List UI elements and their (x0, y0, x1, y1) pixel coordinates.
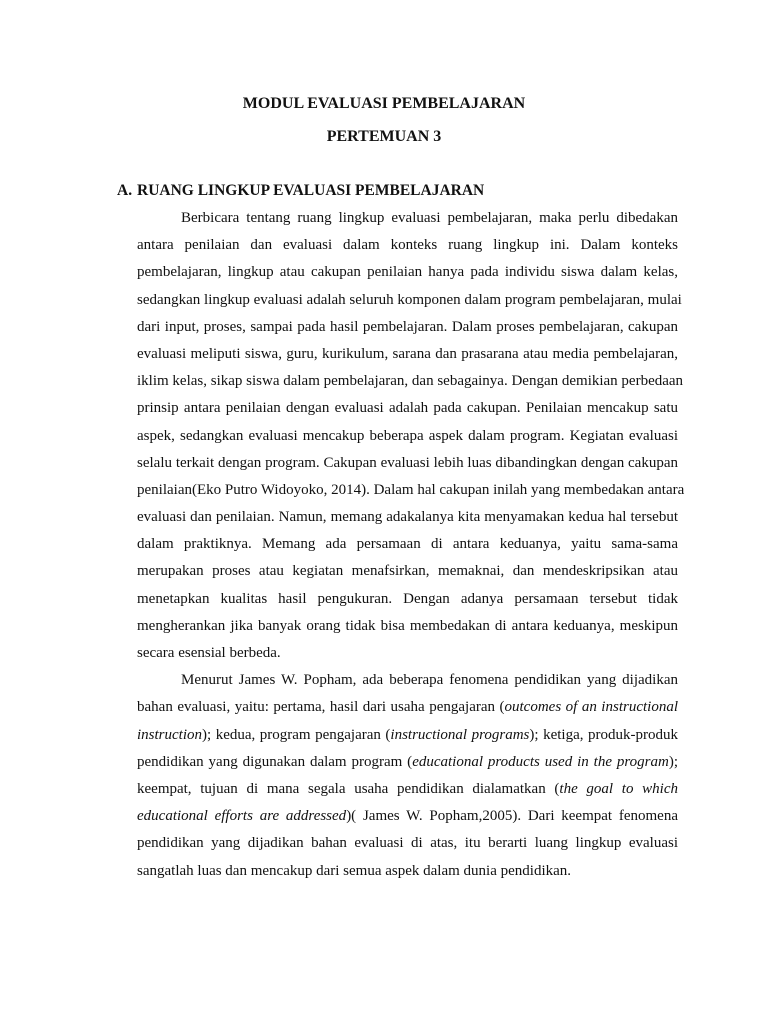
english-term: educational efforts are addressed (137, 808, 347, 825)
paragraph-1-line: iklim kelas, sikap siswa dalam pembelajaran, dan sebagainya. Dengan demikian perbedaan (137, 373, 684, 390)
paragraph-1-line: aspek, sedangkan evaluasi mencakup beberapa aspek dalam program. Kegiatan evaluasi (137, 427, 678, 444)
paragraph-2-line: pendidikan yang dijadikan bahan evaluasi di atas, itu berarti luang lingkup evaluasi (137, 835, 678, 852)
paragraph-1-line: antara penilaian dan evaluasi dalam konteks ruang lingkup ini. Dalam konteks (137, 237, 678, 254)
paragraph-2-line (137, 749, 678, 776)
body-text (137, 205, 685, 885)
paragraph-2-line (137, 722, 678, 749)
paragraph-2-text: ); ketiga, produk-produk (529, 726, 678, 743)
paragraph-1-line: dari input, proses, sampai pada hasil pembelajaran. Dalam proses pembelajaran, cakupan (137, 318, 678, 335)
english-term: instruction (137, 726, 203, 743)
document-subtitle: PERTEMUAN 3 (326, 128, 442, 145)
paragraph-1-line: menetapkan kualitas hasil pengukuran. Dengan adanya persamaan tersebut tidak (137, 590, 678, 607)
paragraph-2-text: pendidikan yang digunakan dalam program ( (137, 753, 413, 770)
paragraph-1-line: pembelajaran, lingkup atau cakupan penilaian hanya pada individu siswa dalam kelas, (137, 264, 678, 281)
english-term: the goal to which (559, 780, 679, 797)
section-heading (117, 181, 484, 201)
paragraph-2-text: ); kedua, program pengajaran ( (202, 726, 391, 743)
paragraph-1-line: dalam praktiknya. Memang ada persamaan di antara keduanya, yaitu sama-sama (137, 536, 678, 553)
paragraph-2-text: ); (668, 753, 678, 770)
paragraph-1-line: penilaian(Eko Putro Widoyoko, 2014). Dalam hal cakupan inilah yang membedakan antara (137, 481, 685, 498)
english-term: educational products used in the program (412, 753, 669, 770)
paragraph-2-text: keempat, tujuan di mana segala usaha pendidikan dialamatkan ( (137, 780, 560, 797)
document-title: MODUL EVALUASI PEMBELAJARAN (242, 95, 526, 112)
paragraph-2-text: )( James W. Popham,2005). Dari keempat fenomena (346, 808, 678, 825)
paragraph-1-line: sedangkan lingkup evaluasi adalah seluruh komponen dalam program pembelajaran, mulai (137, 291, 682, 308)
paragraph-2-line (137, 694, 678, 721)
english-term: outcomes of an instructional (504, 699, 678, 716)
paragraph-2-line (137, 776, 678, 803)
paragraph-2-line: sangatlah luas dan mencakup dari semua aspek dalam dunia pendidikan. (137, 862, 572, 879)
section-heading-text: RUANG LINGKUP EVALUASI PEMBELAJARAN (137, 182, 485, 199)
paragraph-2-line: Menurut James W. Popham, ada beberapa fenomena pendidikan yang dijadikan (181, 672, 678, 689)
paragraph-1-line: Berbicara tentang ruang lingkup evaluasi pembelajaran, maka perlu dibedakan (181, 210, 678, 226)
paragraph-1-line: selalu terkait dengan program. Cakupan evaluasi lebih luas dibandingkan dengan cakupan (137, 454, 678, 471)
paragraph-2-line (137, 803, 678, 830)
paragraph-2-text: bahan evaluasi, yaitu: pertama, hasil dari usaha pengajaran ( (137, 699, 505, 716)
paragraph-1-line: secara esensial berbeda. (137, 645, 281, 661)
paragraph-1-line: merupakan proses atau kegiatan menafsirkan, memaknai, dan mendeskripsikan atau (137, 563, 678, 580)
section-letter: A. (117, 182, 133, 199)
paragraph-1-line: evaluasi meliputi siswa, guru, kurikulum, sarana dan prasarana atau media pembelajaran, (137, 345, 678, 362)
paragraph-1-line: prinsip antara penilaian dengan evaluasi adalah pada cakupan. Penilaian mencakup satu (137, 400, 678, 417)
english-term: instructional programs (390, 726, 530, 743)
paragraph-1-line: mengherankan jika banyak orang tidak bisa membedakan di antara keduanya, meskipun (137, 617, 678, 634)
paragraph-1-line: evaluasi dan penilaian. Namun, memang adakalanya kita menyamakan kedua hal tersebut (137, 509, 678, 526)
